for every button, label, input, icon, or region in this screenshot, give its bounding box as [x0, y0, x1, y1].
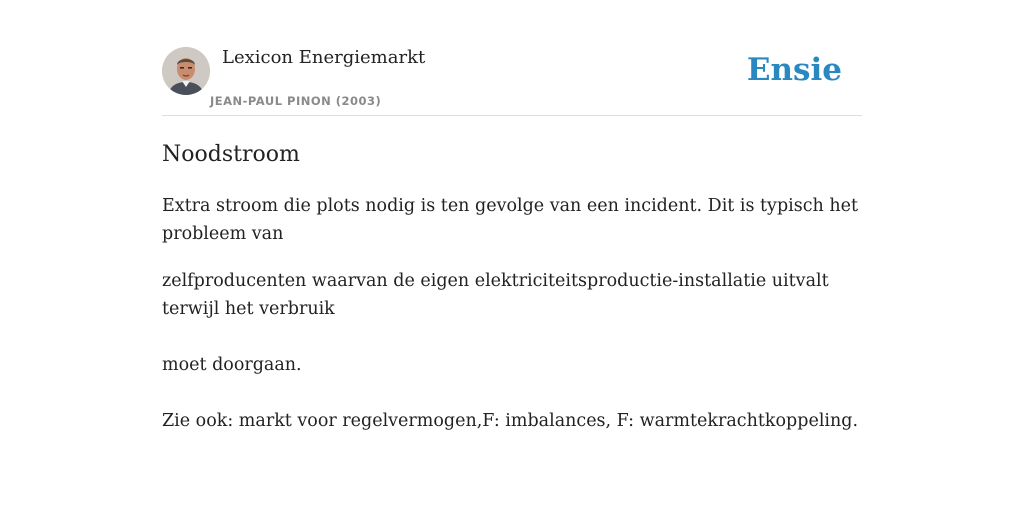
entry-paragraph: moet doorgaan. — [162, 355, 302, 375]
entry-paragraph: Extra stroom die plots nodig is ten gevolge van een incident. Dit is typisch het probleem van — [162, 196, 859, 244]
lexicon-title-link[interactable]: Lexicon Energiemarkt — [222, 47, 426, 68]
see-also-paragraph: Zie ook: markt voor regelvermogen,F: imbalances, F: warmtekrachtkoppeling. — [162, 411, 859, 431]
author-name: JEAN-PAUL PINON (2003) — [210, 94, 382, 108]
header-divider — [162, 115, 862, 116]
author-portrait-icon — [162, 47, 210, 95]
entry-title: Noodstroom — [162, 142, 300, 167]
author-avatar — [162, 47, 210, 95]
brand-logo-link[interactable]: Ensie — [746, 52, 842, 88]
entry-paragraph: zelfproducenten waarvan de eigen elektriciteitsproductie-installatie uitvalt terwijl het verbruik — [162, 271, 829, 319]
